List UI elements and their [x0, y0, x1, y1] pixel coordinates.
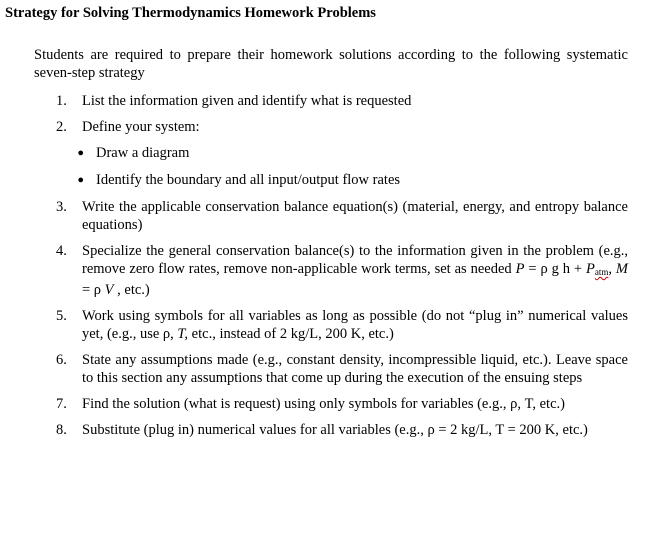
step-8 — [34, 421, 628, 439]
step-text: Specialize the general conservation balance(s) to the information given in the problem (e.g., remove zero flow rates, remove non-applicable work terms, set as needed P = ρ g $h + P_{atm}$, M = ρ V , etc.) — [82, 243, 629, 298]
step-2 — [34, 118, 628, 136]
step-3 — [34, 198, 628, 234]
step-4 — [34, 242, 628, 299]
step-text: State any assumptions made (e.g., constant density, incompressible liquid, etc.). Leave space to this section any assumptions that come up during the execution of the ensuing steps — [82, 352, 628, 386]
step-text: Work using symbols for all variables as long as possible (do not “plug in” numerical values yet, (e.g., use ρ, T, etc., instead of 2 kg/L, 200 K, etc.) — [82, 308, 628, 342]
document-title: Strategy for Solving Thermodynamics Homework Problems — [5, 5, 376, 21]
step-number: 8. — [56, 422, 67, 438]
step-number: 7. — [56, 396, 67, 412]
step-number: 4. — [56, 243, 67, 259]
bullet-text: Identify the boundary and all input/output flow rates — [96, 172, 401, 188]
bullet-text: Draw a diagram — [96, 145, 190, 161]
step-6 — [34, 351, 628, 387]
step-1 — [34, 92, 628, 110]
formula-v: V — [104, 282, 114, 298]
step-number: 1. — [56, 93, 67, 109]
formula-p: P — [515, 261, 525, 277]
step-number: 2. — [56, 119, 67, 135]
formula-patm-subscript: atm — [594, 267, 609, 277]
step-2-bullets — [34, 144, 628, 189]
step-text: Write the applicable conservation balance equation(s) (material, energy, and entropy balance equations) — [82, 199, 628, 233]
step-text: Substitute (plug in) numerical values for all variables (e.g., ρ = 2 kg/L, T = 200 K, etc.) — [82, 422, 588, 438]
step-number: 5. — [56, 308, 67, 324]
step-5 — [34, 307, 628, 343]
formula-patm: P — [586, 261, 595, 277]
intro-paragraph: Students are required to prepare their homework solutions according to the following systematic seven-step strategy — [34, 47, 628, 81]
step-7 — [34, 395, 628, 413]
step-text: Find the solution (what is request) using only symbols for variables (e.g., ρ, T, etc.) — [82, 396, 565, 412]
bullet-item — [34, 144, 628, 162]
step-text: Define your system: — [82, 119, 200, 135]
step-text: List the information given and identify what is requested — [82, 93, 412, 109]
steps-list — [34, 92, 628, 447]
bullet-icon: ● — [77, 147, 84, 159]
bullet-item — [34, 171, 628, 189]
step-number: 6. — [56, 352, 67, 368]
step-number: 3. — [56, 199, 67, 215]
bullet-icon: ● — [77, 174, 84, 186]
formula-m: M — [615, 261, 629, 277]
